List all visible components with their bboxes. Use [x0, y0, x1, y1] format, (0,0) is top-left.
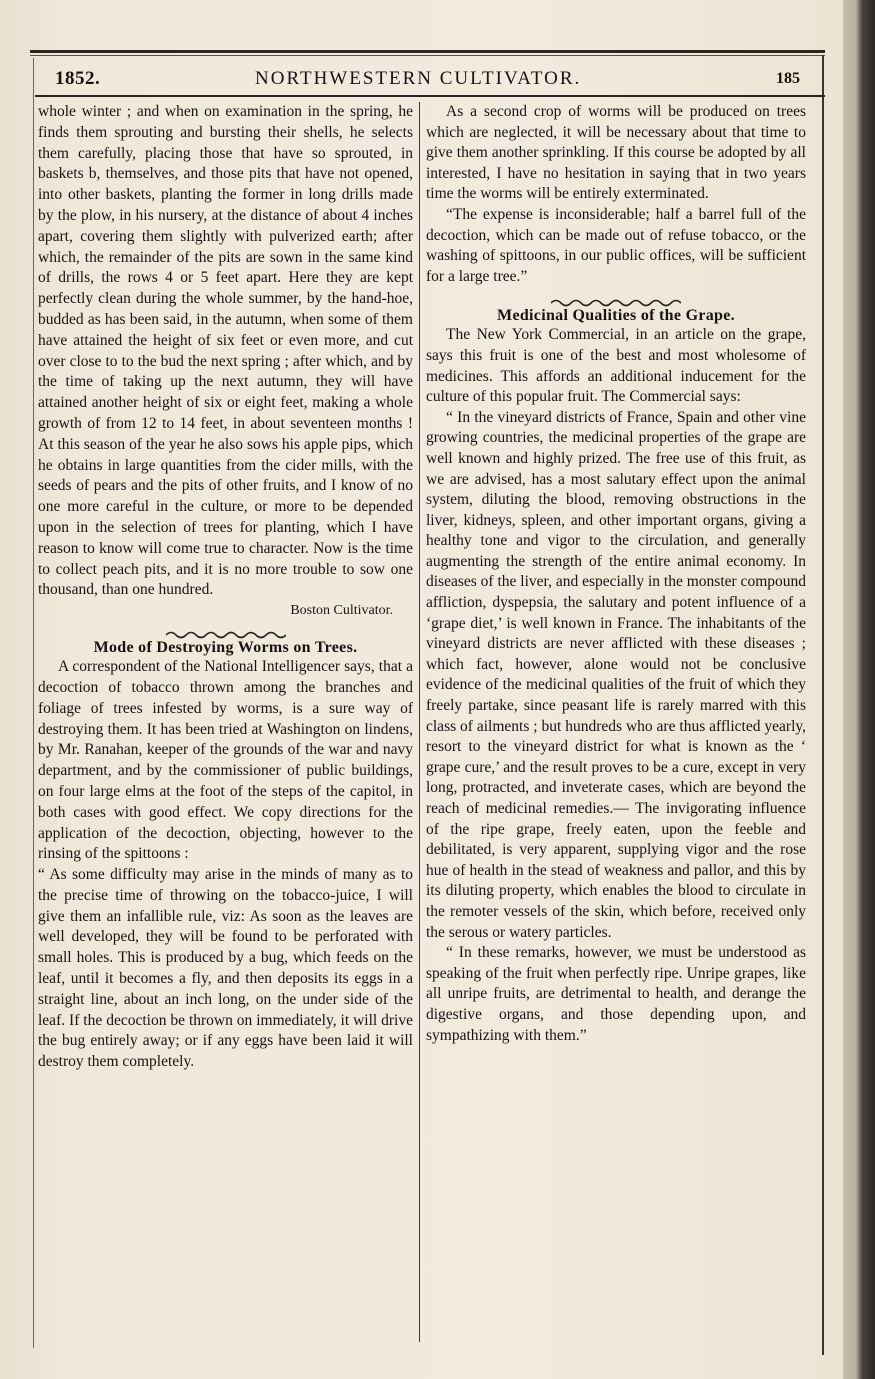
- right-frame-line: [822, 55, 824, 1355]
- article-paragraph: whole winter ; and when on examination in the spring, he finds them sprouting and bursting their shells, he selects them carefully, placing those that have so sprouted, in baskets b, themselves, and those pits that have not opened, into other baskets, planting the former in long drills made by the plow, in his nursery, at the distance of about 4 inches apart, covering them slightly with pulverized earth; after which, the remainder of the pits are sown in the same kind of drills, the rows 4 or 5 feet apart. Here they are kept perfectly clean during the whole summer, by the hand-hoe, budded as has been said, in the autumn, when some of them have attained the height of six feet or even more, and cut over close to to the bud the next spring ; after which, and by the time of taking up the next autumn, they will have attained another height of six or eight feet, making a whole growth of from 12 to 14 feet, in about seventeen months ! At this season of the year he also sows his apple pips, which he obtains in large quantities from the cider mills, with the seeds of pears and the pits of other fruits, and I know of no one more careful in the culture, or more to be depended upon in the selection of trees for planting, which I have reason to know will come true to character. Now is the time to collect peach pits, and it is no more trouble to sow one thousand, than one hundred.: [38, 103, 413, 599]
- article-paragraph: “ As some difficulty may arise in the minds of many as to the precise time of throwing on the tobacco-juice, I will give them an infallible rule, viz: As soon as the leaves are well developed, they will be found to be perforated with small holes. This is produced by a bug, which feeds on the leaf, until it becomes a fly, and then deposits its eggs in a straight line, about an inch long, on the under side of the leaf. If the decoction be thrown on immediately, it will drive the bug entirely away; or if any eggs have been laid it will destroy them completely.: [38, 866, 413, 1071]
- top-rule-thin: [30, 55, 825, 56]
- section-ornament: [166, 629, 286, 639]
- article-paragraph: As a second crop of worms will be produced on trees which are neglected, it will be necessary about that time to give them another sprinkling. If this course be adopted by all interested, I have no hesitation in saying that in two years time the worms will be entirely exterminated.: [426, 103, 806, 203]
- article-paragraph: “The expense is inconsiderable; half a barrel full of the decoction, which can be made out of refuse tobacco, or the washing of spittoons, in our public offices, will be sufficient for a large tree.”: [426, 205, 806, 285]
- book-binding-edge: [843, 0, 875, 1379]
- header-rule: [35, 95, 825, 97]
- article-paragraph: A correspondent of the National Intelligencer says, that a decoction of tobacco thrown among the branches and foliage of trees infested by worms, is a sure way of destroying them. It has been tried at Washington on lindens, by Mr. Ranahan, keeper of the grounds of the war and navy department, and by the commissioner of public buildings, on four large elms at the foot of the steps of the capitol, in both cases with good effect. We copy directions for the application of the decoction, objecting, however to the rinsing of the spittoons :: [38, 658, 413, 863]
- page-number: 185: [776, 70, 800, 87]
- column-divider: [419, 102, 420, 1342]
- section-ornament: [551, 297, 681, 307]
- article-source: Boston Cultivator.: [290, 603, 393, 619]
- issue-year: 1852.: [55, 68, 101, 89]
- top-rule: [30, 50, 825, 53]
- article-paragraph: The New York Commercial, in an article on the grape, says this fruit is one of the best and most wholesome of medicines. This affords an additional inducement for the culture of this popular fruit. The Commercial says:: [426, 326, 806, 406]
- article-paragraph: “ In these remarks, however, we must be understood as speaking of the fruit when perfectly ripe. Unripe grapes, like all unripe fruits, are detrimental to health, and derange the digestive organs, and those depending upon, and sympathizing with them.”: [426, 944, 806, 1044]
- section-heading: Medicinal Qualities of the Grape.: [497, 307, 735, 325]
- section-heading: Mode of Destroying Worms on Trees.: [93, 639, 358, 657]
- right-column: [426, 102, 806, 1046]
- masthead-title: NORTHWESTERN CULTIVATOR.: [255, 68, 582, 89]
- running-header: [55, 66, 800, 94]
- left-column: [38, 102, 413, 1073]
- left-frame-line: [33, 58, 34, 1348]
- article-paragraph: “ In the vineyard districts of France, Spain and other vine growing countries, the medicinal properties of the grape are well known and highly prized. The free use of this fruit, as we are advised, has a most salutary effect upon the animal system, diluting the blood, removing obstructions in the liver, kidneys, spleen, and other important organs, giving a healthy tone and vigor to the circulation, and generally augmenting the strength of the entire animal economy. In diseases of the liver, and especially in the monster compound affliction, dyspepsia, the salutary and potent influence of a ‘grape diet,’ is well known in France. The inhabitants of the vineyard districts are never afflicted with these diseases ; which fact, however, alone would not be conclusive evidence of the medicinal qualities of the fruit of which they freely partake, since peasant life is rarely marred with this class of ailments ; but hundreds who are thus afflicted yearly, resort to the vineyard district for what is known as the ‘ grape cure,’ and the result proves to be a cure, except in very long, protracted, and inveterate cases, which are beyond the reach of medicinal remedies.— The invigorating influence of the ripe grape, freely eaten, upon the feeble and debilitated, is very apparent, supplying vigor and the rose hue of health in the stead of weakness and pallor, and this by its diluting property, which enables the blood to circulate in the remoter vessels of the skin, which before, received only the serous or watery particles.: [426, 408, 806, 941]
